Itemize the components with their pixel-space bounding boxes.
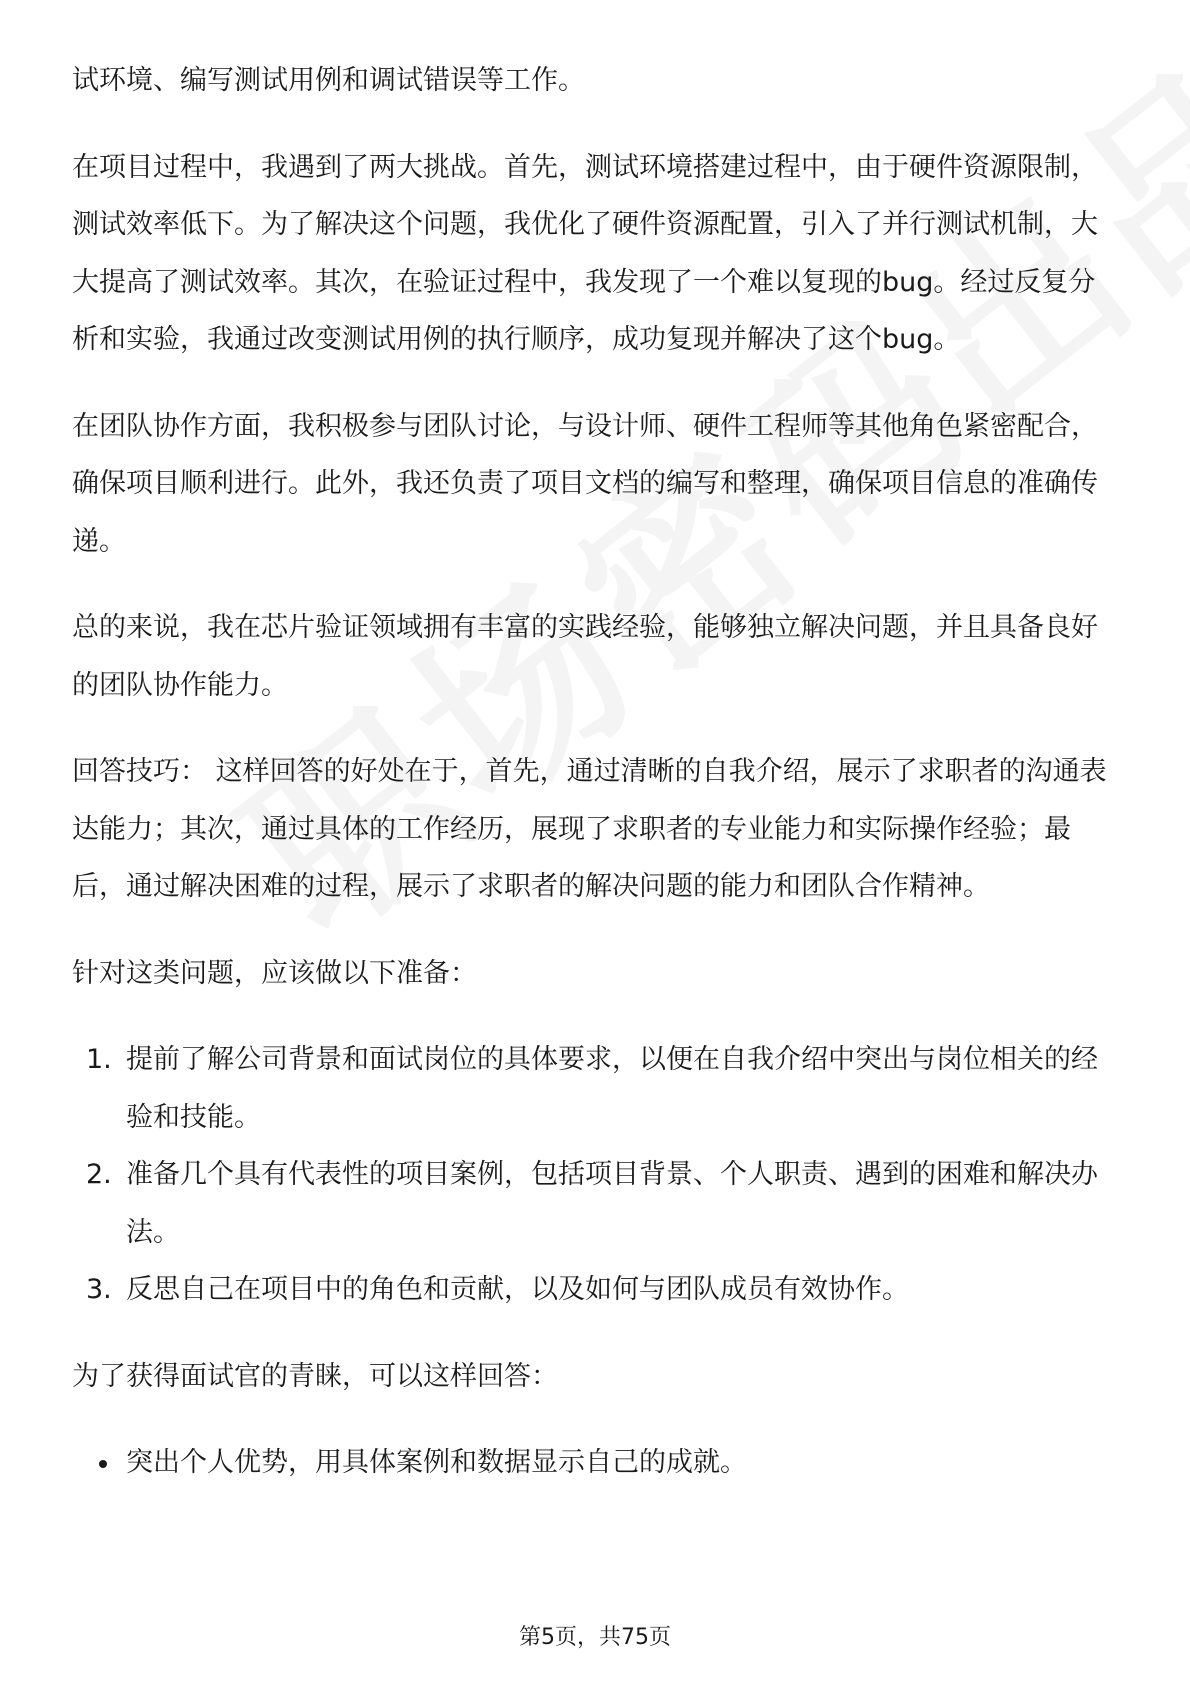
- preparation-list: [72, 1031, 1122, 1319]
- list-item-number: 2.: [86, 1159, 112, 1190]
- bullet-item-text: 突出个人优势，用具体案例和数据显示自己的成就。: [126, 1447, 747, 1478]
- list-item-number: 3.: [86, 1274, 112, 1305]
- bullet-dot-icon: [99, 1460, 107, 1468]
- list-item-text: 准备几个具有代表性的项目案例，包括项目背景、个人职责、遇到的困难和解决办法。: [126, 1159, 1098, 1248]
- paragraph-challenges: 在项目过程中，我遇到了两大挑战。首先，测试环境搭建过程中，由于硬件资源限制，测试效率低下。为了解决这个问题，我优化了硬件资源配置，引入了并行测试机制，大大提高了测试效率。其次，在验证过程中，我发现了一个难以复现的bug。经过反复分析和实验，我通过改变测试用例的执行顺序，成功复现并解决了这个bug。: [72, 151, 1098, 355]
- paragraph-continuation: 试环境、编写测试用例和调试错误等工作。: [72, 65, 585, 96]
- paragraph-teamwork: 在团队协作方面，我积极参与团队讨论，与设计师、硬件工程师等其他角色紧密配合，确保项目顺利进行。此外，我还负责了项目文档的编写和整理，确保项目信息的准确传递。: [72, 410, 1098, 557]
- paragraph-closing-intro: 为了获得面试官的青睐，可以这样回答：: [72, 1360, 558, 1392]
- list-item-text: 提前了解公司背景和面试岗位的具体要求，以便在自我介绍中突出与岗位相关的经验和技能。: [126, 1044, 1098, 1133]
- list-item: [72, 1261, 1122, 1319]
- paragraph-preparation-intro: 针对这类问题，应该做以下准备：: [72, 957, 477, 989]
- page-number-footer: 第5页，共75页: [519, 1625, 671, 1650]
- list-item: [72, 1031, 1122, 1146]
- list-item: [72, 1146, 1122, 1261]
- paragraph-answer-tips: 回答技巧： 这样回答的好处在于，首先，通过清晰的自我介绍，展示了求职者的沟通表达能力；其次，通过具体的工作经历，展现了求职者的专业能力和实际操作经验；最后，通过解决困难的过程，展示了求职者的解决问题的能力和团队合作精神。: [72, 756, 1107, 902]
- bullet-item: [72, 1434, 1122, 1492]
- tips-bullet-list: [72, 1434, 1122, 1492]
- document-body: [72, 52, 1122, 1492]
- list-item-number: 1.: [86, 1044, 112, 1075]
- paragraph-summary: 总的来说，我在芯片验证领域拥有丰富的实践经验，能够独立解决问题，并且具备良好的团队协作能力。: [72, 612, 1098, 701]
- list-item-text: 反思自己在项目中的角色和贡献，以及如何与团队成员有效协作。: [126, 1274, 909, 1305]
